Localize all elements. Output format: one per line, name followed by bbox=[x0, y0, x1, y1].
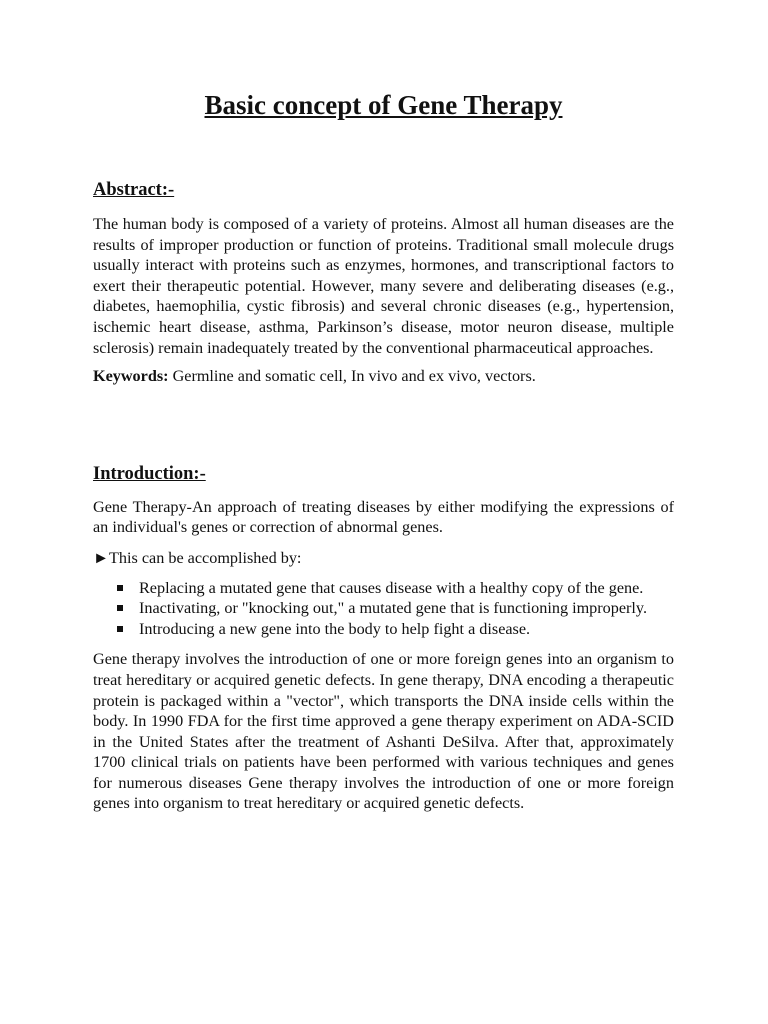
list-item bbox=[117, 578, 674, 599]
list-item-text: Introducing a new gene into the body to help fight a disease. bbox=[139, 619, 531, 638]
methods-bullet-list bbox=[93, 578, 674, 640]
list-item bbox=[117, 598, 674, 619]
keywords-label: Keywords: bbox=[93, 367, 169, 386]
document-title: Basic concept of Gene Therapy bbox=[204, 90, 563, 120]
list-item-text: Replacing a mutated gene that causes disease with a healthy copy of the gene. bbox=[139, 578, 644, 597]
square-bullet-icon bbox=[117, 605, 123, 611]
abstract-paragraph: The human body is composed of a variety of proteins. Almost all human diseases are the results of improper production or function of proteins. Traditional small molecule drugs usually interact with proteins such as enzymes, hormones, and transcriptional factors to exert their therapeutic potential. However, many severe and deliberating diseases (e.g., diabetes, haemophilia, cystic fibrosis) and several chronic diseases (e.g., hypertension, ischemic heart disease, asthma, Parkinson’s disease, motor neuron disease, multiple sclerosis) remain inadequately treated by the conventional pharmaceutical approaches. bbox=[93, 215, 674, 357]
list-item-text: Inactivating, or "knocking out," a mutated gene that is functioning improperly. bbox=[139, 599, 648, 618]
introduction-body-paragraph: Gene therapy involves the introduction of one or more foreign genes into an organism to treat hereditary or acquired genetic defects. In gene therapy, DNA encoding a therapeutic protein is packaged within a "vector", which transports the DNA inside cells within the body. In 1990 FDA for the first time approved a gene therapy experiment on ADA-SCID in the United States after the treatment of Ashanti DeSilva. After that, approximately 1700 clinical trials on patients have been performed with various techniques and genes for numerous diseases Gene therapy involves the introduction of one or more foreign genes into organism to treat hereditary or acquired genetic defects. bbox=[93, 650, 674, 813]
keywords-line bbox=[93, 366, 674, 387]
introduction-heading: Introduction:- bbox=[93, 463, 206, 484]
keywords-text: Germline and somatic cell, In vivo and ex vivo, vectors. bbox=[168, 367, 536, 386]
square-bullet-icon bbox=[117, 585, 123, 591]
accomplished-by-lead: ►This can be accomplished by: bbox=[93, 548, 302, 567]
square-bullet-icon bbox=[117, 626, 123, 632]
list-item bbox=[117, 619, 674, 640]
introduction-definition: Gene Therapy-An approach of treating diseases by either modifying the expressions of an individual's genes or correction of abnormal genes. bbox=[93, 497, 674, 537]
abstract-heading: Abstract:- bbox=[93, 180, 175, 200]
